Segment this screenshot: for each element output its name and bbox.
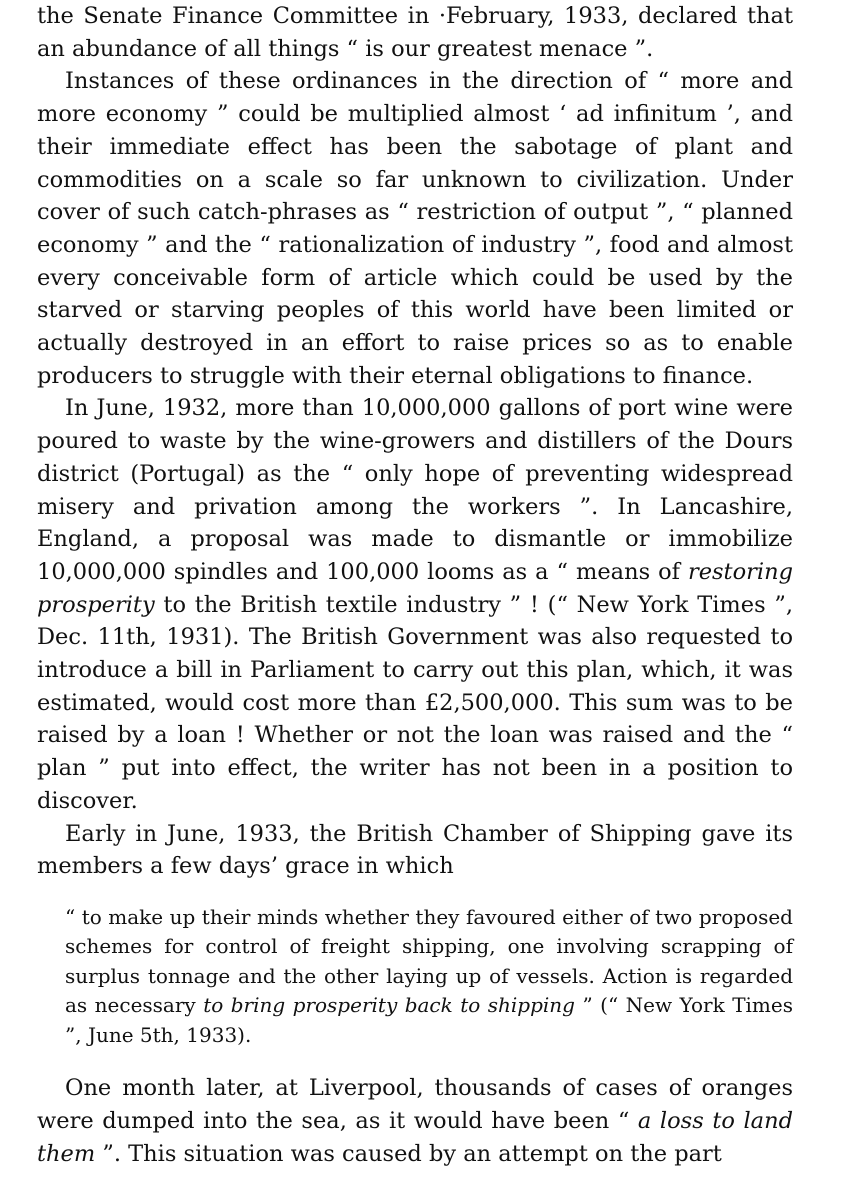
text-segment: to the British textile industry ” ! (“ New York Times ”, Dec. 11th, 1931). The British Government was also requested to introduce a bill in Parliament to carry out this plan, which, it was estimated, would cost more than £2,500,000. This sum was to be raised by a loan ! Whether or not the loan was raised and the “ plan ” put into effect, the writer has not been in a position to discover.	[37, 591, 793, 814]
italic-phrase: restoring prosperity	[37, 558, 793, 618]
text-segment: “ to make up their minds whether they favoured either of two proposed schemes for control of freight shipping, one involving scrapping of surplus tonnage and the other laying up of vessels. Action is regarded as necessary	[65, 904, 793, 1018]
italic-phrase: a loss to land them	[37, 1108, 793, 1167]
block-quote	[65, 903, 793, 1051]
paragraph-oranges	[37, 1072, 793, 1170]
paragraph-senate-finance: the Senate Finance Committee in ·February, 1933, declared that an abundance of all things “ is our greatest menace ”.	[37, 3, 793, 62]
italic-phrase: to bring prosperity back to shipping	[203, 993, 575, 1018]
paragraph-ordinances: Instances of these ordinances in the direction of “ more and more economy ” could be multiplied almost ‘ ad infinitum ’, and their immediate effect has been the sabotage of plant and commodities on a scale so far unknown to civilization. Under cover of such catch-phrases as “ restriction of output ”, “ planned economy ” and the “ rationalization of industry ”, food and almost every conceivable form of article which could be used by the starved or starving peoples of this world have been limited or actually destroyed in an effort to raise prices so as to enable producers to struggle with their eternal obligations to finance.	[37, 68, 793, 389]
text-segment: One month later, at Liverpool, thousands of cases of oranges were dumped into the sea, as it would have been “	[37, 1075, 793, 1135]
document-page	[37, 0, 793, 1171]
paragraph-port-wine	[37, 392, 793, 817]
text-segment: ”. This situation was caused by an attempt on the part	[95, 1140, 722, 1167]
text-segment: In June, 1932, more than 10,000,000 gallons of port wine were poured to waste by the wine-growers and distillers of the Dours district (Portugal) as the “ only hope of preventing widespread misery and privation among the workers ”. In Lancashire, England, a proposal was made to dismantle or immobilize 10,000,000 spindles and 100,000 looms as a “ means of	[37, 395, 793, 585]
text-segment: ” (“ New York Times ”, June 5th, 1933).	[65, 993, 793, 1047]
paragraph-chamber-of-shipping: Early in June, 1933, the British Chamber of Shipping gave its members a few days’ grace in which	[37, 820, 793, 880]
